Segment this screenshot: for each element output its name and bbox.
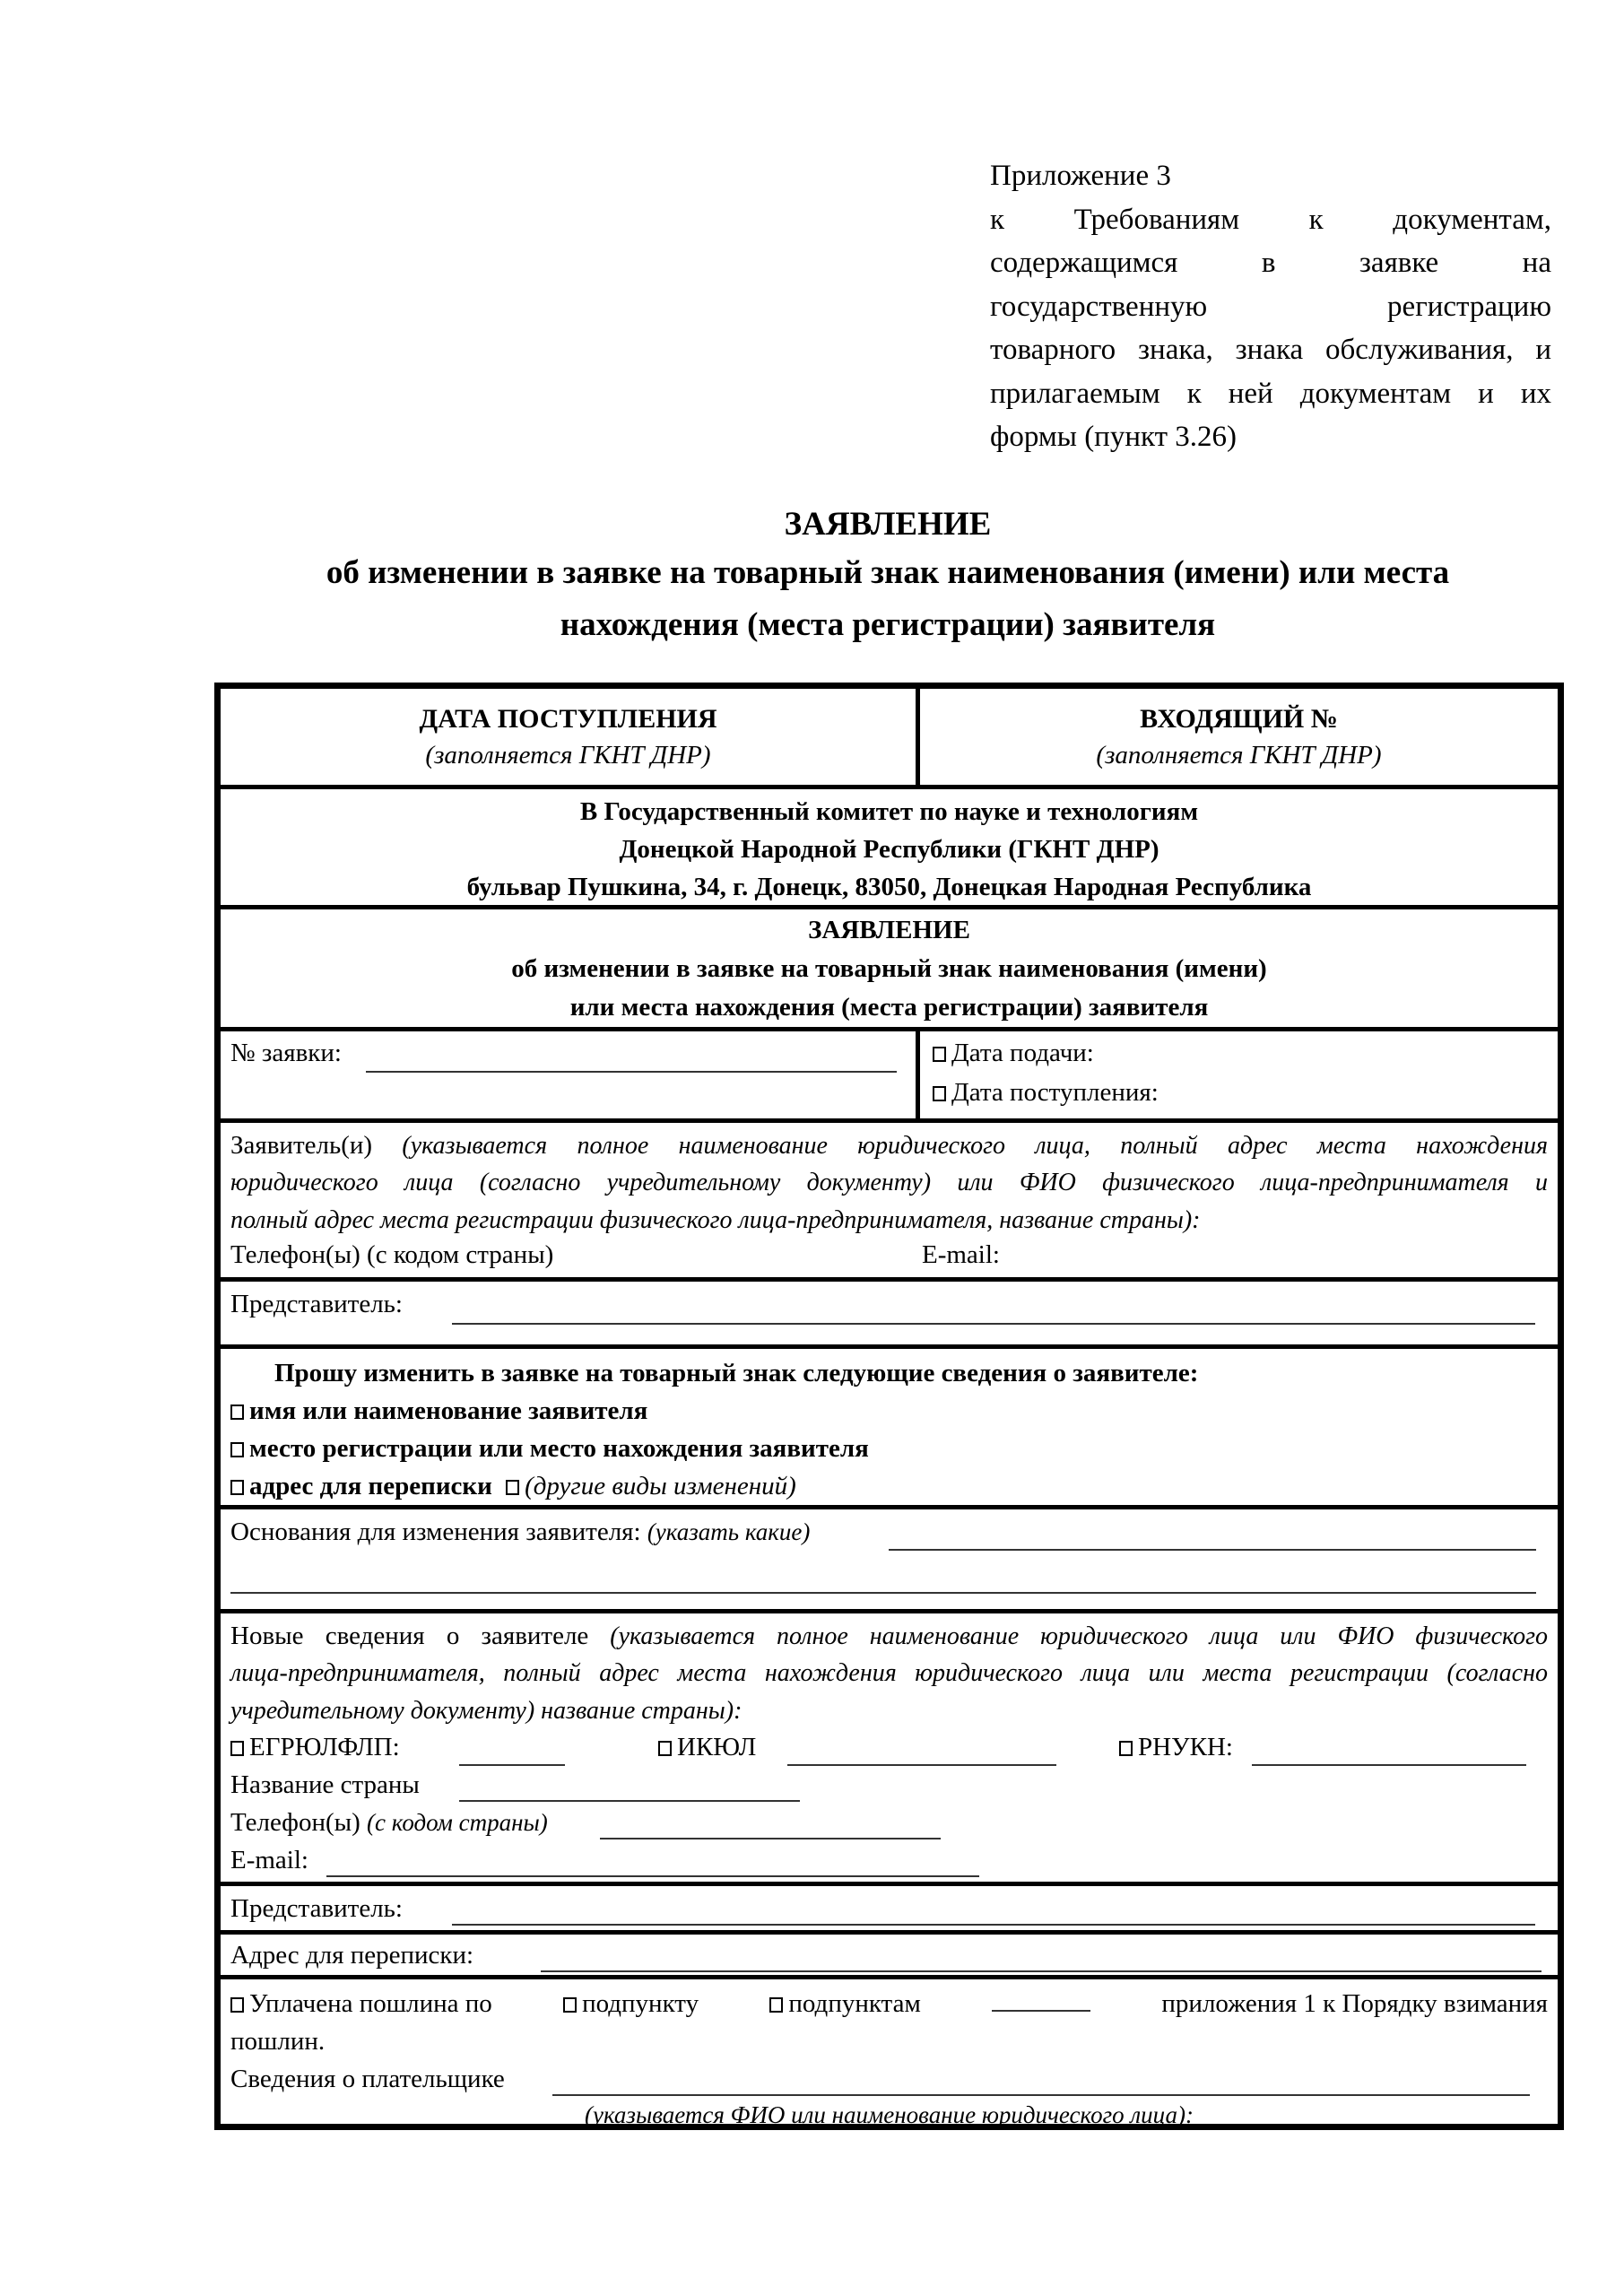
receipt-date-note: (заполняется ГКНТ ДНР): [425, 741, 711, 770]
application-number-cell: [221, 1031, 920, 1118]
ikul-field[interactable]: [787, 1739, 1056, 1766]
applicant-note-1: (указывается полное наименование юридического лица, полный адрес места нахождения: [402, 1132, 1548, 1160]
statement-heading: ЗАЯВЛЕНИЕ: [808, 916, 970, 944]
filing-date-checkbox[interactable]: [933, 1047, 946, 1062]
change-option-name[interactable]: [230, 1392, 647, 1430]
new-email-field[interactable]: [326, 1850, 979, 1877]
receipt-date-label: ДАТА ПОСТУПЛЕНИЯ: [419, 704, 717, 734]
ikul-option[interactable]: [658, 1728, 756, 1766]
annex-line: товарного знака, знака обслуживания, и: [990, 334, 1551, 366]
change-request-heading: Прошу изменить в заявке на товарный знак следующие сведения о заявителе:: [274, 1359, 1199, 1387]
new-phone-note: (с кодом страны): [367, 1809, 548, 1836]
title-heading: ЗАЯВЛЕНИЕ: [784, 506, 992, 543]
grounds-label-group: [230, 1513, 810, 1551]
row-new-representative: [221, 1886, 1558, 1935]
filing-date-label: Дата подачи:: [951, 1039, 1094, 1067]
row-change-request: [221, 1349, 1558, 1509]
change-option-correspondence[interactable]: [230, 1467, 796, 1505]
receipt-date-option[interactable]: [933, 1074, 1159, 1110]
new-phone-group: [230, 1804, 548, 1841]
annex-line: Приложение 3: [990, 160, 1171, 192]
applicant-note-3: полный адрес места регистрации физического лица-предпринимателя, название страны):: [230, 1206, 1201, 1234]
representative-label: Представитель:: [230, 1290, 403, 1318]
statement-line-2: или места нахождения (места регистрации) заявителя: [569, 993, 1209, 1022]
fee-subpoint-option[interactable]: [563, 1985, 699, 2022]
annex-line: прилагаемым к ней документам и их: [990, 377, 1551, 410]
applicant-phone-label: Телефон(ы) (с кодом страны): [230, 1240, 554, 1269]
addressee-line-1: В Государственный комитет по науке и технологиям: [579, 797, 1199, 826]
dates-cell: [920, 1031, 1558, 1118]
document-title: [215, 502, 1560, 651]
annex-line: формы (пункт 3.26): [990, 421, 1238, 453]
fee-subpoints-label: подпунктам: [788, 1989, 921, 2018]
grounds-note: (указать какие): [647, 1518, 811, 1545]
applicant-note-2: юридического лица (согласно учредительному документу) или ФИО физического лица-предпринимателя и: [230, 1169, 1548, 1196]
country-label: Название страны: [230, 1770, 420, 1799]
change-correspondence-checkbox[interactable]: [230, 1480, 244, 1495]
change-location-checkbox[interactable]: [230, 1442, 244, 1457]
fee-paid-option[interactable]: [230, 1985, 492, 2022]
ikul-label: ИКЮЛ: [677, 1733, 757, 1761]
payer-label: Сведения о плательщике: [230, 2065, 505, 2093]
payer-field[interactable]: [552, 2069, 1530, 2096]
receipt-date-check-label: Дата поступления:: [951, 1078, 1159, 1107]
country-field[interactable]: [459, 1775, 800, 1802]
row-statement-title: [221, 909, 1558, 1031]
change-name-label: имя или наименование заявителя: [249, 1396, 648, 1425]
application-form: [214, 683, 1564, 2130]
fee-subpoint-checkbox[interactable]: [563, 1997, 577, 2013]
correspondence-label: Адрес для переписки:: [230, 1941, 474, 1970]
title-line-1: об изменении в заявке на товарный знак наименования (имени) или места: [326, 554, 1450, 591]
fee-tail-2: пошлин.: [230, 2027, 326, 2056]
new-email-label: E-mail:: [230, 1846, 308, 1874]
grounds-field-line-2[interactable]: [230, 1567, 1536, 1594]
egrul-label: ЕГРЮЛФЛП:: [249, 1733, 400, 1761]
applicant-email-label: E-mail:: [922, 1240, 1000, 1269]
row-correspondence: [221, 1935, 1558, 1979]
fee-paid-label: Уплачена пошлина по: [249, 1989, 492, 2018]
change-correspondence-label: адрес для переписки: [249, 1472, 492, 1500]
rnukn-checkbox[interactable]: [1119, 1741, 1133, 1756]
receipt-date-checkbox[interactable]: [933, 1086, 946, 1101]
new-info-note-3: учредительному документу) название страны):: [230, 1697, 743, 1725]
rnukn-field[interactable]: [1252, 1739, 1526, 1766]
new-info-note-2: лица-предпринимателя, полный адрес места нахождения юридического лица или места регистрации (согласно: [230, 1659, 1548, 1687]
new-phone-label: Телефон(ы): [230, 1808, 360, 1837]
change-option-location[interactable]: [230, 1430, 869, 1467]
change-name-checkbox[interactable]: [230, 1405, 244, 1420]
representative-field[interactable]: [452, 1296, 1535, 1325]
annex-line: содержащимся в заявке на: [990, 247, 1551, 279]
applicant-line-1: [230, 1126, 1548, 1165]
new-representative-label: Представитель:: [230, 1894, 403, 1923]
change-other-checkbox[interactable]: [506, 1480, 519, 1495]
annex-reference: [990, 154, 1551, 459]
annex-line: государственную регистрацию: [990, 290, 1551, 323]
addressee-line-3: бульвар Пушкина, 34, г. Донецк, 83050, Донецкая Народная Республика: [466, 873, 1312, 901]
fee-subpoint-label: подпункту: [582, 1989, 699, 2018]
fee-tail: приложения 1 к Порядку взимания: [1161, 1989, 1548, 2018]
new-info-note-1: (указывается полное наименование юридического лица или ФИО физического: [610, 1622, 1548, 1650]
fee-subpoints-option[interactable]: [769, 1985, 920, 2022]
new-info-line-1: [230, 1617, 1548, 1656]
application-number-label: № заявки:: [230, 1039, 342, 1067]
incoming-number-note: (заполняется ГКНТ ДНР): [1096, 741, 1382, 770]
statement-line-1: об изменении в заявке на товарный знак наименования (имени): [511, 954, 1267, 983]
change-location-label: место регистрации или место нахождения заявителя: [249, 1434, 869, 1463]
row-new-info: [221, 1613, 1558, 1886]
correspondence-field[interactable]: [541, 1945, 1541, 1972]
row-applicant: [221, 1123, 1558, 1282]
grounds-field-line-1[interactable]: [889, 1524, 1536, 1551]
applicant-label: Заявитель(и): [230, 1131, 373, 1160]
egrul-option[interactable]: [230, 1728, 400, 1766]
row-addressee: [221, 789, 1558, 909]
row-office-use: [221, 689, 1558, 789]
row-grounds: [221, 1509, 1558, 1613]
annex-line: к Требованиям к документам,: [990, 203, 1551, 236]
rnukn-option[interactable]: [1119, 1728, 1233, 1766]
row-fee: [221, 1979, 1558, 2128]
egrul-checkbox[interactable]: [230, 1741, 244, 1756]
ikul-checkbox[interactable]: [658, 1741, 672, 1756]
egrul-field[interactable]: [459, 1739, 565, 1766]
fee-paid-checkbox[interactable]: [230, 1997, 244, 2013]
payer-note: (указывается ФИО или наименование юридического лица):: [584, 2101, 1194, 2128]
title-line-2: нахождения (места регистрации) заявителя: [560, 606, 1216, 643]
row-representative: [221, 1282, 1558, 1349]
incoming-number-cell: [920, 689, 1558, 785]
fee-subpoints-field[interactable]: [992, 1987, 1090, 2012]
addressee-line-2: Донецкой Народной Республики (ГКНТ ДНР): [619, 835, 1159, 864]
fee-line: [230, 1985, 1548, 2022]
fee-subpoints-checkbox[interactable]: [769, 1997, 783, 2013]
new-info-label: Новые сведения о заявителе: [230, 1622, 589, 1650]
filing-date-option[interactable]: [933, 1035, 1094, 1071]
new-representative-field[interactable]: [452, 1899, 1535, 1926]
new-phone-field[interactable]: [600, 1813, 941, 1839]
row-application-number: [221, 1031, 1558, 1123]
receipt-date-cell: [221, 689, 920, 785]
grounds-label: Основания для изменения заявителя:: [230, 1518, 641, 1546]
incoming-number-label: ВХОДЯЩИЙ №: [1140, 704, 1338, 734]
change-other-label: (другие виды изменений): [525, 1472, 796, 1500]
rnukn-label: РНУКН:: [1138, 1733, 1233, 1761]
application-number-field[interactable]: [366, 1044, 897, 1073]
